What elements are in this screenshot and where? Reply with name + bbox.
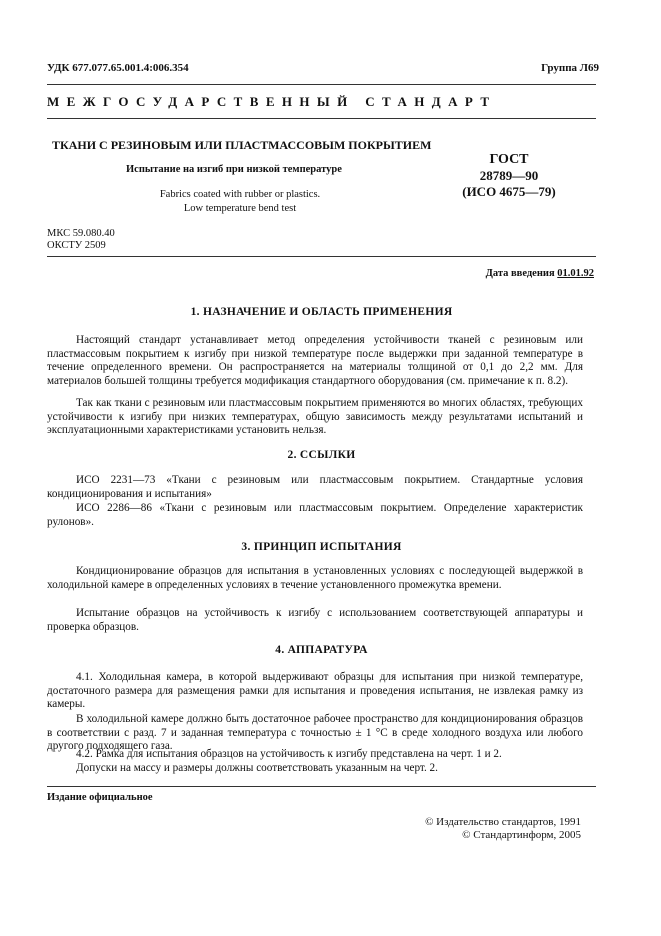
copyright-publisher: © Издательство стандартов, 1991 (425, 816, 581, 828)
section-4-paragraph-4: Допуски на массу и размеры должны соответствовать указанным на черт. 2. (76, 762, 438, 774)
section-4-paragraph-2: В холодильной камере должно быть достаточное рабочее пространство для кондиционирования образцов в соответствии с разд. 7 и заданная температура с точностью ± 1 °С в среде холодного воздуха или любого другого подходящего газа. (47, 713, 583, 753)
official-edition-label: Издание официальное (47, 792, 153, 803)
iso-equivalent: (ИСО 4675—79) (462, 184, 556, 199)
footer-rule (47, 786, 596, 787)
section-2-paragraph-1: ИСО 2231—73 «Ткани с резиновым или пластмассовым покрытием. Стандартные условия кондиционирования и испытания» (47, 474, 583, 500)
section-3-paragraph-1: Кондиционирование образцов для испытания в установленных условиях с последующей выдержкой в холодильной камере в определенных условиях в течение установленного промежутка времени. (47, 565, 583, 591)
section-2-paragraph-2: ИСО 2286—86 «Ткани с резиновым или пластмассовым покрытием. Определение характеристик рулонов». (47, 502, 583, 528)
group-code: Группа Л69 (541, 62, 599, 74)
top-rule (47, 84, 596, 85)
introduction-date (486, 268, 594, 279)
english-title (100, 188, 380, 216)
section-4-paragraph-1: 4.1. Холодильная камера, в которой выдерживают образцы для испытания при низкой температуре, достаточного размера для размещения рамки для испытания и проведения испытания, не извлекая рамку из камеры. (47, 671, 583, 711)
classification-codes (47, 228, 115, 252)
introduction-date-label: Дата введения (485, 268, 555, 279)
section-3-paragraph-2: Испытание образцов на устойчивость к изгибу с использованием соответствующей аппаратуры и проверка образцов. (47, 607, 583, 633)
section-1-paragraph-1: Настоящий стандарт устанавливает метод определения устойчивости тканей с резиновым или пластмассовым покрытием к изгибу при низкой температуре после выдержки при заданной температуре в течение определенного времени. Он распространяется на материалы толщиной от 0,1 до 2,2 мм. Для материалов большей толщины требуется модификация стандартного оборудования (см. примечание к п. 8.2). (47, 334, 583, 388)
section-1-paragraph-2: Так как ткани с резиновым или пластмассовым покрытием применяются во многих областях, требующих устойчивости к изгибу при низких температурах, общую зависимость между результатами испытаний и эксплуатационными характеристиками установить нельзя. (47, 397, 583, 437)
mks-code: МКС 59.080.40 (47, 228, 115, 239)
gost-number: 28789—90 (479, 168, 539, 183)
banner-rule (47, 118, 596, 119)
okstu-code: ОКСТУ 2509 (47, 240, 106, 251)
section-3-heading: 3. ПРИНЦИП ИСПЫТАНИЯ (241, 541, 402, 553)
section-4-heading: 4. АППАРАТУРА (275, 644, 368, 656)
copyright-standartinform: © Стандартинформ, 2005 (462, 829, 581, 841)
introduction-date-value: 01.01.92 (557, 268, 594, 279)
standard-banner: МЕЖГОСУДАРСТВЕННЫЙ СТАНДАРТ (47, 94, 497, 109)
udk-code: УДК 677.077.65.001.4:006.354 (47, 62, 189, 74)
section-1-heading: 1. НАЗНАЧЕНИЕ И ОБЛАСТЬ ПРИМЕНЕНИЯ (190, 306, 453, 318)
gost-label: ГОСТ (489, 152, 529, 167)
section-2-heading: 2. ССЫЛКИ (287, 449, 356, 461)
document-title: ТКАНИ С РЕЗИНОВЫМ ИЛИ ПЛАСТМАССОВЫМ ПОКРЫТИЕМ (52, 138, 432, 152)
english-title-line-2: Low temperature bend test (183, 203, 297, 214)
document-subtitle: Испытание на изгиб при низкой температуре (126, 164, 342, 175)
classification-rule (47, 256, 596, 257)
gost-designation (440, 152, 578, 200)
english-title-line-1: Fabrics coated with rubber or plastics. (159, 189, 321, 200)
section-4-paragraph-3: 4.2. Рамка для испытания образцов на устойчивость к изгибу представлена на черт. 1 и 2. (76, 748, 502, 760)
